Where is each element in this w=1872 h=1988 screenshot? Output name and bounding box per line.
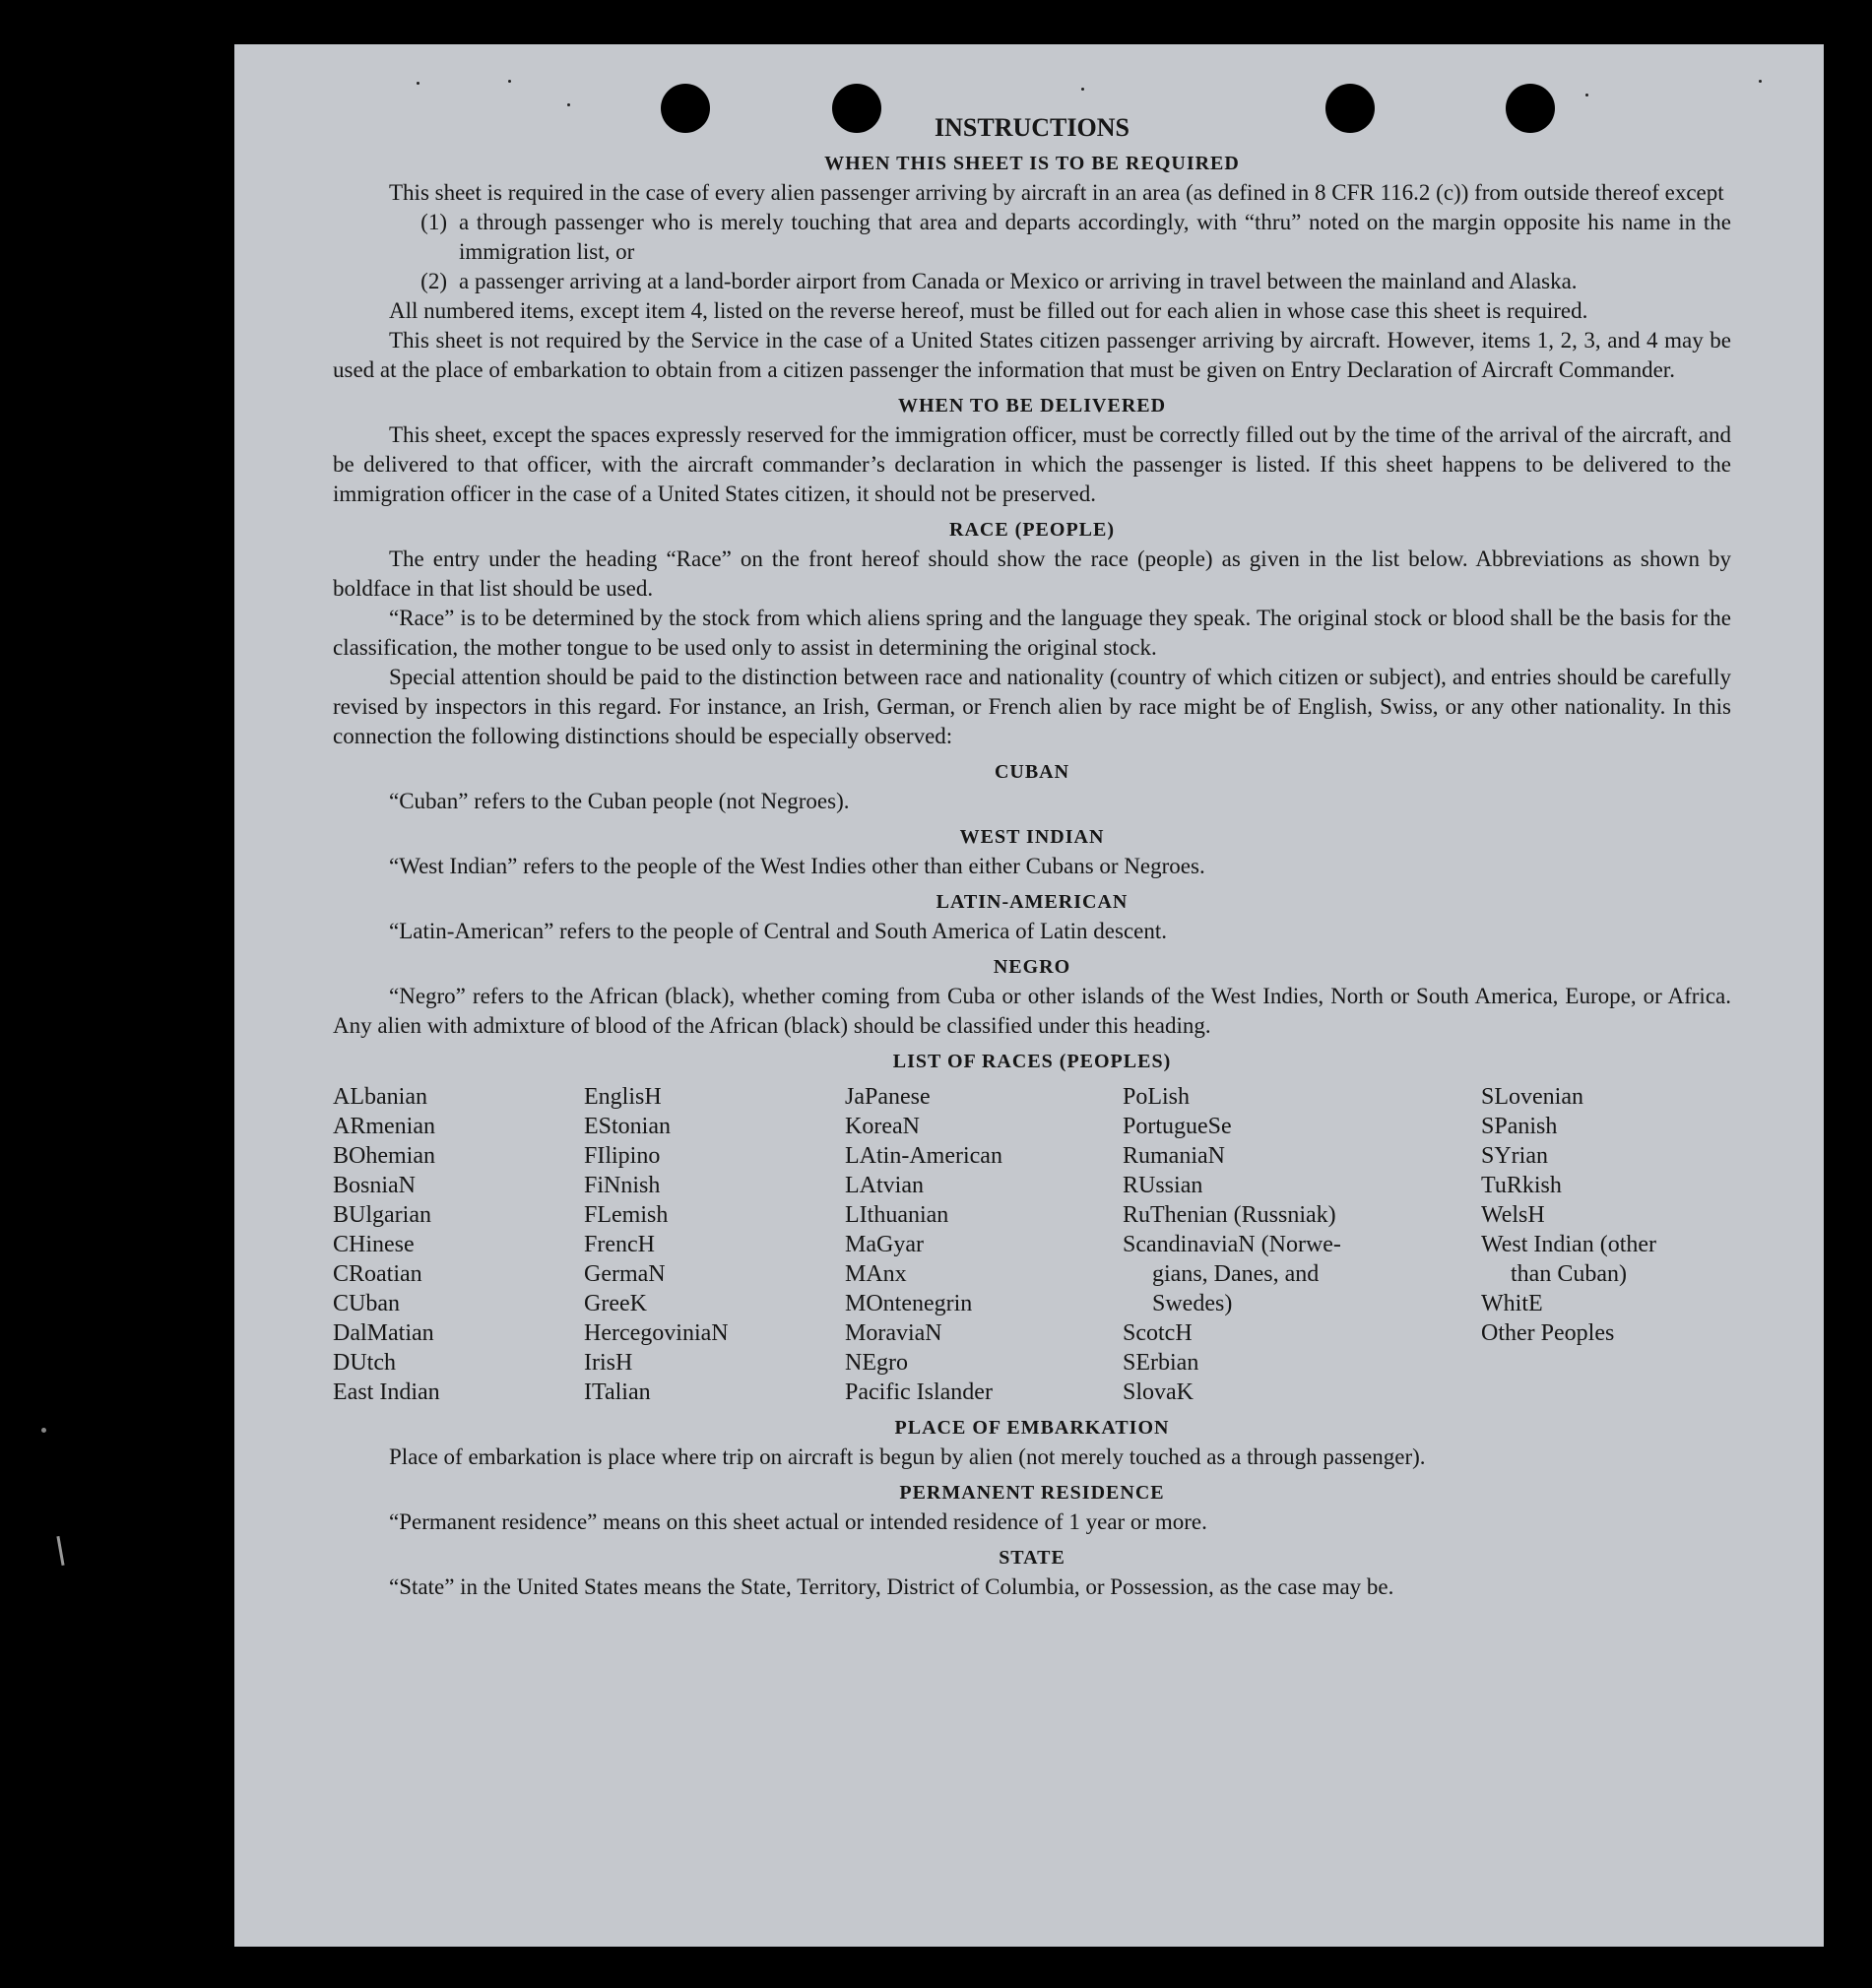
section-heading: WEST INDIAN (959, 826, 1105, 848)
race-column (333, 1082, 584, 1407)
race-item: EStonian (584, 1114, 671, 1139)
race-item: CHinese (333, 1232, 415, 1257)
race-item: JaPanese (845, 1084, 931, 1110)
list-item (333, 208, 1731, 267)
race-item: NEgro (845, 1350, 908, 1376)
race-item: WhitE (1481, 1291, 1543, 1316)
paragraph: The entry under the heading “Race” on the front hereof should show the race (people) as given in the list below. Abbreviations as shown by boldface in that list should be used. (333, 546, 1731, 601)
race-item: RuThenian (Russniak) (1123, 1202, 1336, 1228)
race-item: East Indian (333, 1379, 440, 1405)
race-item: BosniaN (333, 1173, 416, 1198)
scan-mark (56, 1536, 64, 1566)
race-item: ITalian (584, 1379, 651, 1405)
speck (1081, 88, 1084, 91)
race-column (1481, 1082, 1727, 1407)
paragraph: This sheet is not required by the Service in the case of a United States citizen passenger arriving by aircraft. However, items 1, 2, 3, and 4 may be used at the place of embarkation to obtain from a citizen passenger the information that must be given on Entry Declaration of Aircraft Commander. (333, 328, 1731, 382)
page-title: INSTRUCTIONS (935, 113, 1130, 142)
race-item: EnglisH (584, 1084, 662, 1110)
race-item: FIlipino (584, 1143, 661, 1169)
document-sheet (234, 44, 1824, 1947)
section-heading: PERMANENT RESIDENCE (899, 1482, 1165, 1504)
paragraph: “West Indian” refers to the people of the West Indies other than either Cubans or Negroes. (389, 854, 1205, 878)
race-item: gians, Danes, and (1152, 1261, 1320, 1287)
race-item: KoreaN (845, 1114, 920, 1139)
section-heading: RACE (PEOPLE) (949, 519, 1115, 541)
item-text: a through passenger who is merely touching that area and departs accordingly, with “thru” noted on the margin opposite his name in the immigration list, or (459, 210, 1731, 264)
section-heading: LIST OF RACES (PEOPLES) (892, 1051, 1172, 1072)
race-item: CUban (333, 1291, 400, 1316)
race-item: PoLish (1123, 1084, 1191, 1110)
race-item: GermaN (584, 1261, 666, 1287)
race-item: PortugueSe (1123, 1114, 1232, 1139)
paragraph: All numbered items, except item 4, listed on the reverse hereof, must be filled out for each alien in whose case this sheet is required. (389, 298, 1588, 323)
race-item: FiNnish (584, 1173, 661, 1198)
race-item: DUtch (333, 1350, 396, 1376)
section-heading: STATE (999, 1547, 1065, 1569)
paragraph: Special attention should be paid to the distinction between race and nationality (country of which citizen or subject), and entries should be carefully revised by inspectors in this regard. For instance, an Irish, German, or French alien by race might be of English, Swiss, or any other nationality. In this connection the following distinctions should be especially observed: (333, 665, 1731, 748)
section-heading: LATIN-AMERICAN (936, 891, 1129, 913)
race-item: RUssian (1123, 1173, 1203, 1198)
paragraph: “Negro” refers to the African (black), whether coming from Cuba or other islands of the West Indies, North or South America, Europe, or Africa. Any alien with admixture of blood of the African (black) should be classified under this heading. (333, 984, 1731, 1038)
race-item: GreeK (584, 1291, 647, 1316)
race-item: TuRkish (1481, 1173, 1562, 1198)
paragraph: “Race” is to be determined by the stock from which aliens spring and the language they speak. The original stock or blood shall be the basis for the classification, the mother tongue to be used only to assist in determining the original stock. (333, 606, 1731, 660)
paragraph: “Cuban” refers to the Cuban people (not Negroes). (389, 789, 850, 813)
speck (1585, 94, 1588, 96)
race-item: CRoatian (333, 1261, 422, 1287)
race-item: West Indian (other (1481, 1232, 1657, 1257)
race-list (333, 1082, 1731, 1407)
race-item: Swedes) (1152, 1291, 1233, 1316)
item-number: (1) (420, 210, 447, 234)
race-column (845, 1082, 1123, 1407)
race-item: ScotcH (1123, 1320, 1193, 1346)
paragraph: This sheet is required in the case of every alien passenger arriving by aircraft in an area (as defined in 8 CFR 116.2 (c)) from outside thereof except (389, 180, 1724, 205)
race-item: SYrian (1481, 1143, 1548, 1169)
race-item: BUlgarian (333, 1202, 431, 1228)
section-heading: PLACE OF EMBARKATION (894, 1417, 1170, 1439)
race-item: SPanish (1481, 1114, 1558, 1139)
race-item: BOhemian (333, 1143, 435, 1169)
race-column (584, 1082, 845, 1407)
race-item: MOntenegrin (845, 1291, 973, 1316)
race-item: LIthuanian (845, 1202, 949, 1228)
race-item: Pacific Islander (845, 1379, 993, 1405)
race-item: ALbanian (333, 1084, 427, 1110)
speck (567, 103, 570, 106)
race-item: DalMatian (333, 1320, 434, 1346)
instructions-content (333, 113, 1731, 1602)
race-item: IrisH (584, 1350, 633, 1376)
race-item: HercegoviniaN (584, 1320, 729, 1346)
race-column (1123, 1082, 1481, 1407)
race-item: RumaniaN (1123, 1143, 1225, 1169)
item-number: (2) (420, 269, 447, 293)
race-item: FLemish (584, 1202, 669, 1228)
race-item: FrencH (584, 1232, 655, 1257)
list-item (333, 267, 1731, 296)
race-item: Other Peoples (1481, 1320, 1615, 1346)
race-item: LAtin-American (845, 1143, 1002, 1169)
item-text: a passenger arriving at a land-border airport from Canada or Mexico or arriving in travel between the mainland and Alaska. (459, 269, 1578, 293)
section-heading: NEGRO (993, 956, 1071, 978)
paragraph: “Permanent residence” means on this sheet actual or intended residence of 1 year or more. (389, 1509, 1207, 1534)
race-item: than Cuban) (1511, 1261, 1627, 1287)
speck (1759, 80, 1762, 83)
section-heading: CUBAN (994, 761, 1070, 783)
race-item: SlovaK (1123, 1379, 1194, 1405)
speck (508, 80, 511, 83)
race-item: WelsH (1481, 1202, 1545, 1228)
paragraph: This sheet, except the spaces expressly reserved for the immigration officer, must be correctly filled out by the time of the arrival of the aircraft, and be delivered to that officer, with the aircraft commander’s declaration in which the passenger is listed. If this sheet happens to be delivered to the immigration officer in the case of a United States citizen, it should not be preserved. (333, 422, 1731, 506)
paragraph: “State” in the United States means the State, Territory, District of Columbia, or Possession, as the case may be. (389, 1574, 1394, 1599)
race-item: LAtvian (845, 1173, 924, 1198)
paragraph: Place of embarkation is place where trip on aircraft is begun by alien (not merely touched as a through passenger). (389, 1444, 1426, 1469)
scan-speck (41, 1428, 46, 1433)
race-item: SLovenian (1481, 1084, 1583, 1110)
speck (417, 82, 420, 85)
section-heading: WHEN THIS SHEET IS TO BE REQUIRED (824, 153, 1240, 174)
race-item: ARmenian (333, 1114, 435, 1139)
race-item: MaGyar (845, 1232, 924, 1257)
race-item: SErbian (1123, 1350, 1199, 1376)
section-heading: WHEN TO BE DELIVERED (897, 395, 1167, 417)
paragraph: “Latin-American” refers to the people of Central and South America of Latin descent. (389, 919, 1167, 943)
race-item: MoraviaN (845, 1320, 942, 1346)
race-item: MAnx (845, 1261, 907, 1287)
race-item: ScandinaviaN (Norwe- (1123, 1232, 1341, 1257)
